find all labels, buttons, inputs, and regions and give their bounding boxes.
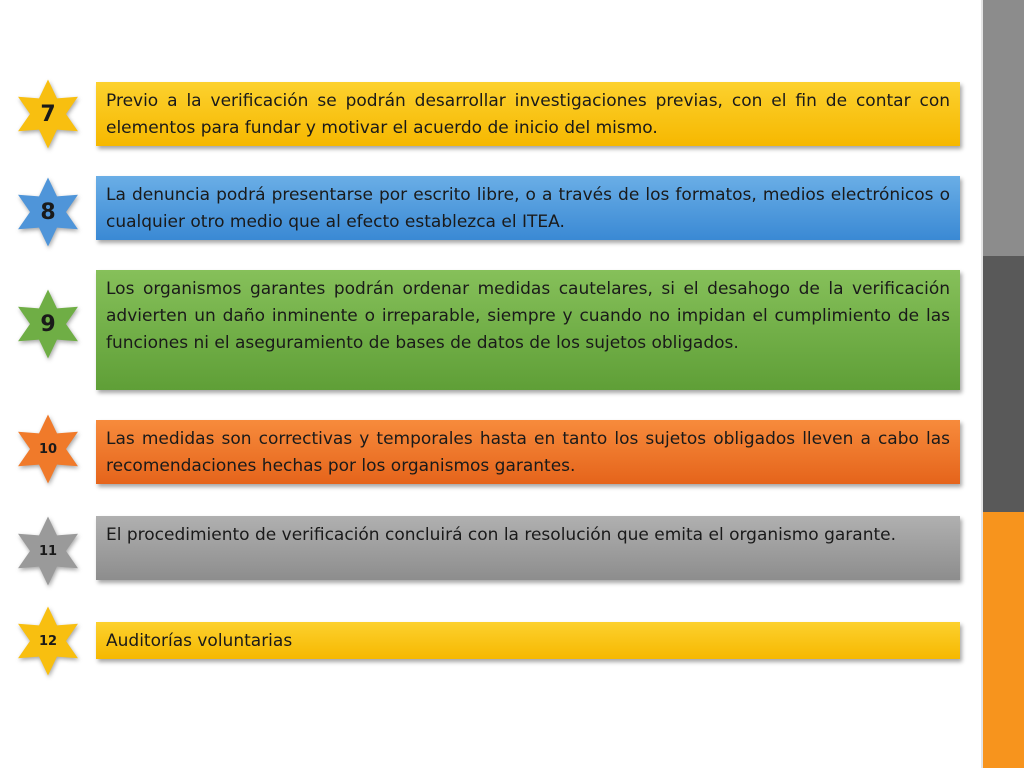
star-badge-11	[12, 515, 84, 587]
star-badge-9	[12, 288, 84, 360]
star-badge-7	[12, 78, 84, 150]
side-bar-gray	[983, 0, 1024, 256]
item-text-box: Las medidas son correctivas y temporales hasta en tanto los sujetos obligados lleven a cabo las recomendaciones hechas por los organismos garantes.	[96, 420, 960, 484]
item-number: 8	[40, 199, 56, 225]
item-number: 10	[38, 441, 58, 457]
item-text-box: El procedimiento de verificación concluirá con la resolución que emita el organismo garante.	[96, 516, 960, 580]
item-number: 12	[38, 633, 58, 649]
side-bar-dark	[983, 256, 1024, 512]
item-text-box: Los organismos garantes podrán ordenar medidas cautelares, si el desahogo de la verificación advierten un daño inminente o irreparable, siempre y cuando no impidan el cumplimiento de las funciones ni el aseguramiento de bases de datos de los sujetos obligados.	[96, 270, 960, 390]
item-number: 11	[38, 543, 58, 559]
side-divider	[981, 0, 983, 768]
side-bar-orange	[983, 512, 1024, 768]
item-text-box: Auditorías voluntarias	[96, 622, 960, 659]
item-text-box: Previo a la verificación se podrán desarrollar investigaciones previas, con el fin de contar con elementos para fundar y motivar el acuerdo de inicio del mismo.	[96, 82, 960, 146]
item-number: 7	[40, 101, 56, 127]
star-badge-8	[12, 176, 84, 248]
star-badge-10	[12, 413, 84, 485]
item-number: 9	[40, 311, 56, 337]
star-badge-12	[12, 605, 84, 677]
item-text-box: La denuncia podrá presentarse por escrito libre, o a través de los formatos, medios electrónicos o cualquier otro medio que al efecto establezca el ITEA.	[96, 176, 960, 240]
